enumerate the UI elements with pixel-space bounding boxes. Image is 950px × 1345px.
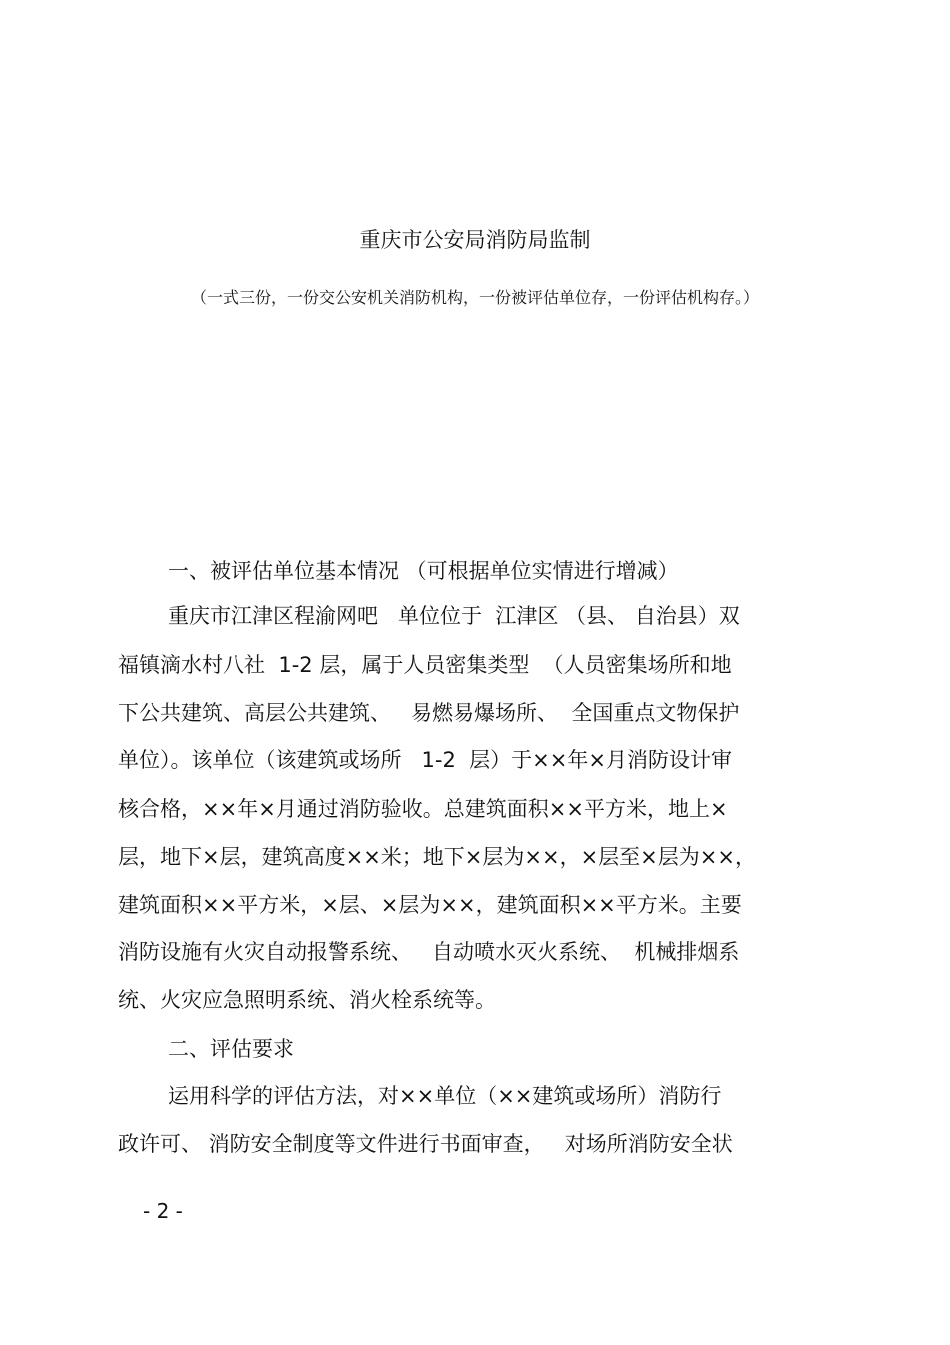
- section-heading-requirements: 二、评估要求: [168, 1037, 294, 1061]
- copies-note: （一式三份，一份交公安机关消防机构，一份被评估单位存，一份评估机构存。）: [190, 288, 759, 307]
- paragraph-line: 统、火灾应急照明系统、消火栓系统等。: [118, 988, 496, 1012]
- paragraph-line: 单位）。该单位（该建筑或场所 1-2 层）于××年×月消防设计审: [118, 748, 732, 772]
- paragraph-line: 建筑面积××平方米，×层、×层为××，建筑面积××平方米。主要: [118, 893, 742, 917]
- paragraph-line: 层，地下×层，建筑高度××米；地下×层为××，×层至×层为××，: [118, 845, 756, 869]
- paragraph-line: 下公共建筑、高层公共建筑、 易燃易爆场所、 全国重点文物保护: [118, 701, 740, 725]
- supervisor-line: 重庆市公安局消防局监制: [359, 228, 591, 252]
- paragraph-line: 运用科学的评估方法，对××单位（××建筑或场所）消防行: [168, 1084, 722, 1108]
- section-heading-basic-info: 一、被评估单位基本情况 （可根据单位实情进行增减）: [168, 559, 679, 583]
- paragraph-line: 消防设施有火灾自动报警系统、 自动喷水灭火系统、 机械排烟系: [118, 940, 740, 964]
- page-number: - 2 -: [143, 1199, 183, 1223]
- paragraph-line: 核合格，××年×月通过消防验收。总建筑面积××平方米，地上×: [118, 797, 728, 821]
- paragraph-line: 重庆市江津区程渝网吧 单位位于 江津区 （县、 自治县）双: [168, 604, 740, 628]
- paragraph-line: 政许可、 消防安全制度等文件进行书面审查， 对场所消防安全状: [118, 1132, 733, 1156]
- paragraph-line: 福镇滴水村八社 1-2 层，属于人员密集类型 （人员密集场所和地: [118, 653, 732, 677]
